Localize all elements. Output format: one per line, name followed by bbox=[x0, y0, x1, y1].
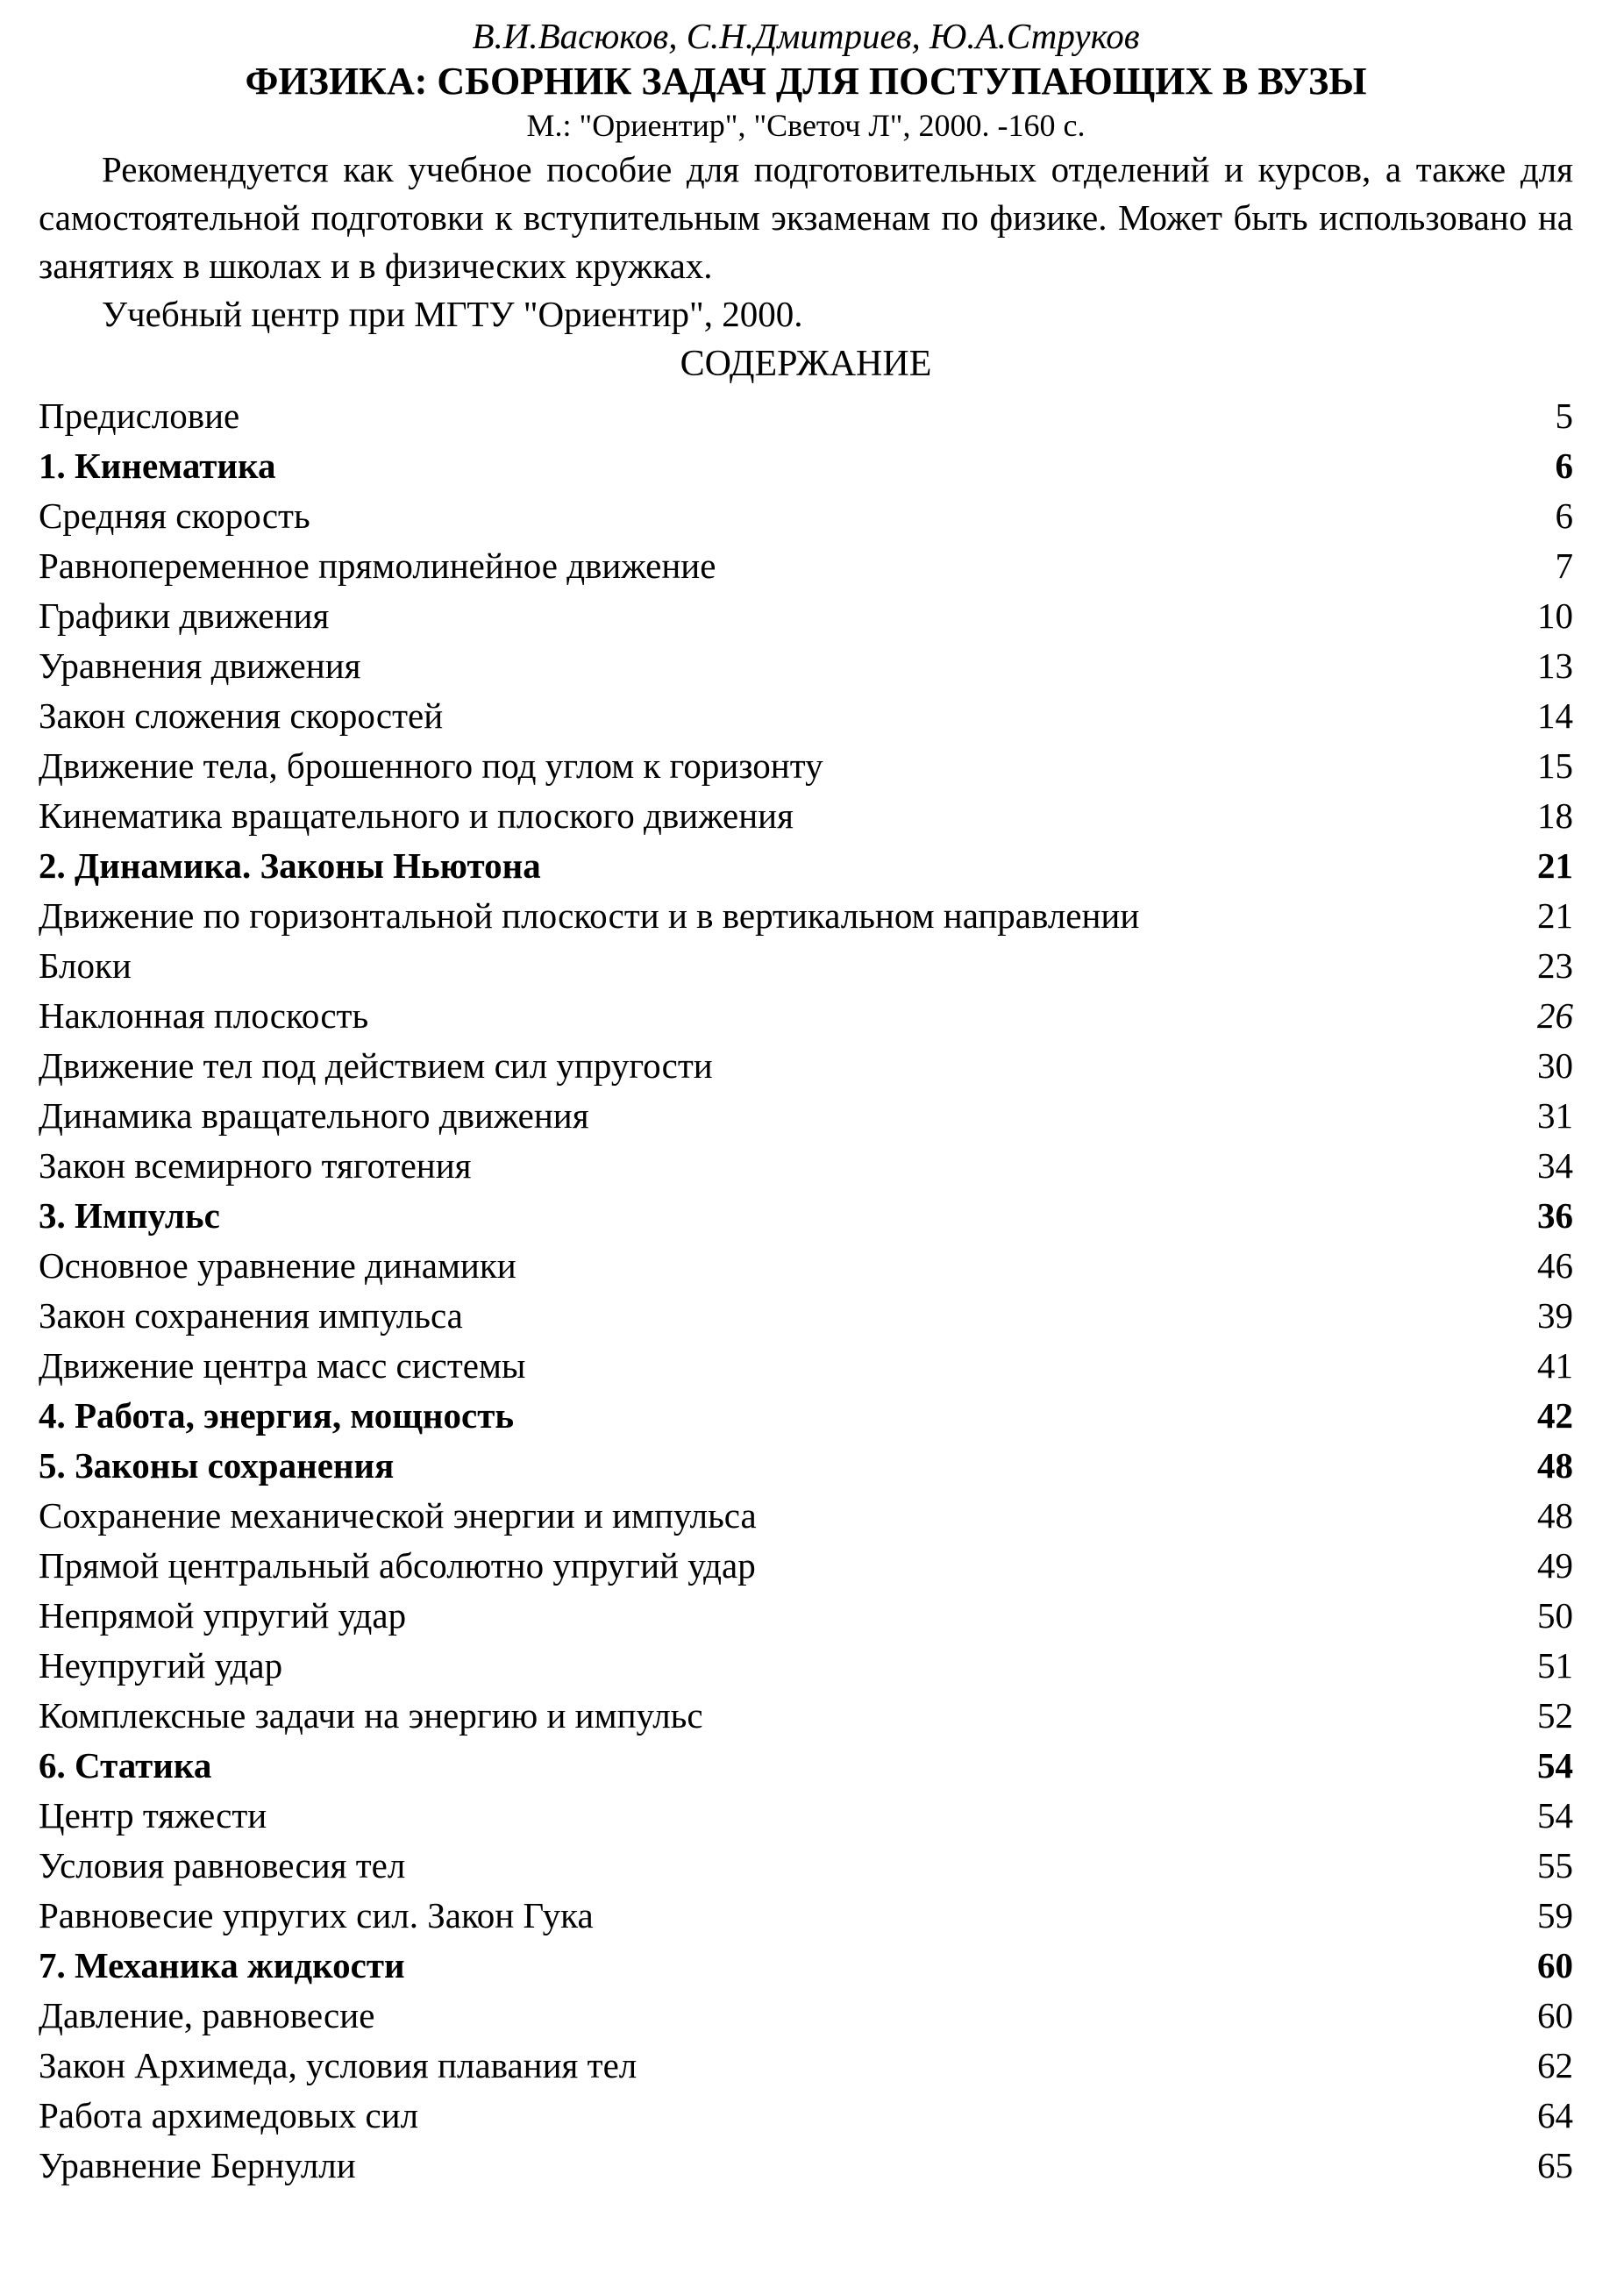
toc-entry-label: Давление, равновесие bbox=[39, 1995, 375, 2035]
toc-entry-label: Основное уравнение динамики bbox=[39, 1245, 516, 1286]
toc-entry-page: 41 bbox=[1537, 1345, 1573, 1386]
toc-list bbox=[39, 391, 1573, 2191]
toc-entry-label: Уравнения движения bbox=[39, 645, 361, 686]
toc-entry-page: 59 bbox=[1537, 1895, 1573, 1935]
toc-entry-page: 5 bbox=[1555, 396, 1573, 436]
toc-entry bbox=[39, 691, 1573, 741]
toc-entry-page: 60 bbox=[1537, 1945, 1573, 1985]
toc-entry bbox=[39, 1391, 1573, 1441]
toc-entry-page: 62 bbox=[1537, 2045, 1573, 2085]
toc-entry-page: 34 bbox=[1537, 1145, 1573, 1186]
toc-entry bbox=[39, 941, 1573, 991]
toc-entry bbox=[39, 1291, 1573, 1341]
toc-entry bbox=[39, 991, 1573, 1041]
toc-entry-label: Неупругий удар bbox=[39, 1645, 283, 1686]
toc-entry-label: Наклонная плоскость bbox=[39, 995, 369, 1036]
toc-entry bbox=[39, 1641, 1573, 1691]
toc-entry bbox=[39, 2041, 1573, 2091]
toc-entry-page: 64 bbox=[1537, 2095, 1573, 2135]
toc-entry-label: Закон Архимеда, условия плавания тел bbox=[39, 2045, 637, 2085]
toc-entry bbox=[39, 1691, 1573, 1741]
toc-entry-label: 1. Кинематика bbox=[39, 446, 276, 486]
toc-entry-label: Условия равновесия тел bbox=[39, 1845, 406, 1885]
annotation-paragraph: Рекомендуется как учебное пособие для подготовительных отделений и курсов, а также для самостоятельной подготовки к вступительным экзаменам по физике. Может быть использовано на занятиях в школах и в физических кружках. bbox=[39, 149, 1573, 286]
toc-entry-label: 5. Законы сохранения bbox=[39, 1445, 395, 1486]
toc-entry-label: Предисловие bbox=[39, 396, 240, 436]
toc-entry-page: 48 bbox=[1537, 1445, 1573, 1486]
toc-entry-page: 60 bbox=[1537, 1995, 1573, 2035]
toc-entry-label: Сохранение механической энергии и импульса bbox=[39, 1495, 757, 1536]
toc-entry-page: 13 bbox=[1537, 645, 1573, 686]
toc-entry bbox=[39, 2141, 1573, 2191]
toc-entry-page: 54 bbox=[1537, 1745, 1573, 1786]
toc-entry-page: 14 bbox=[1537, 695, 1573, 736]
toc-entry-page: 18 bbox=[1537, 795, 1573, 836]
toc-entry bbox=[39, 1591, 1573, 1641]
toc-entry-label: Закон всемирного тяготения bbox=[39, 1145, 472, 1186]
toc-entry-page: 15 bbox=[1537, 745, 1573, 786]
toc-entry bbox=[39, 391, 1573, 441]
toc-entry-page: 48 bbox=[1537, 1495, 1573, 1536]
toc-entry-label: Равнопеременное прямолинейное движение bbox=[39, 545, 716, 586]
toc-entry-label: Уравнение Бернулли bbox=[39, 2145, 356, 2185]
toc-entry bbox=[39, 791, 1573, 841]
toc-entry-label: Движение по горизонтальной плоскости и в вертикальном направлении bbox=[39, 895, 1140, 936]
toc-entry bbox=[39, 1791, 1573, 1841]
toc-entry bbox=[39, 891, 1573, 941]
toc-entry-page: 21 bbox=[1537, 845, 1573, 886]
toc-entry-label: Закон сложения скоростей bbox=[39, 695, 444, 736]
toc-entry-label: 3. Импульс bbox=[39, 1195, 220, 1236]
toc-entry-page: 21 bbox=[1537, 895, 1573, 936]
toc-entry-page: 54 bbox=[1537, 1795, 1573, 1835]
toc-entry bbox=[39, 441, 1573, 491]
toc-entry-label: Динамика вращательного движения bbox=[39, 1095, 589, 1136]
toc-entry bbox=[39, 2091, 1573, 2141]
toc-entry-page: 36 bbox=[1537, 1195, 1573, 1236]
toc-entry-page: 65 bbox=[1537, 2145, 1573, 2185]
toc-entry bbox=[39, 1741, 1573, 1791]
toc-entry bbox=[39, 1191, 1573, 1241]
toc-entry bbox=[39, 641, 1573, 691]
toc-entry bbox=[39, 541, 1573, 591]
toc-entry bbox=[39, 1241, 1573, 1291]
toc-entry-label: Средняя скорость bbox=[39, 495, 310, 536]
toc-entry-page: 46 bbox=[1537, 1245, 1573, 1286]
toc-entry bbox=[39, 1541, 1573, 1591]
toc-entry-page: 6 bbox=[1555, 495, 1573, 536]
toc-entry-page: 10 bbox=[1537, 595, 1573, 636]
toc-entry bbox=[39, 1941, 1573, 1991]
toc-entry-page: 51 bbox=[1537, 1645, 1573, 1686]
toc-entry-label: Графики движения bbox=[39, 595, 330, 636]
imprint-line: М.: "Ориентир", "Светоч Л", 2000. -160 с. bbox=[526, 108, 1086, 143]
toc-entry-page: 42 bbox=[1537, 1395, 1573, 1436]
toc-entry-label: 7. Механика жидкости bbox=[39, 1945, 405, 1985]
toc-entry bbox=[39, 1841, 1573, 1891]
authors-line: В.И.Васюков, С.Н.Дмитриев, Ю.А.Струков bbox=[472, 16, 1140, 56]
toc-entry bbox=[39, 741, 1573, 791]
toc-entry-page: 50 bbox=[1537, 1595, 1573, 1636]
toc-entry bbox=[39, 1491, 1573, 1541]
toc-entry-label: Прямой центральный абсолютно упругий удар bbox=[39, 1545, 756, 1586]
toc-entry bbox=[39, 1141, 1573, 1191]
toc-entry-label: Движение тел под действием сил упругости bbox=[39, 1045, 713, 1086]
toc-entry-page: 31 bbox=[1537, 1095, 1573, 1136]
toc-entry-label: Непрямой упругий удар bbox=[39, 1595, 407, 1636]
book-title: ФИЗИКА: СБОРНИК ЗАДАЧ ДЛЯ ПОСТУПАЮЩИХ В ВУЗЫ bbox=[245, 60, 1367, 103]
toc-entry-label: Закон сохранения импульса bbox=[39, 1295, 463, 1336]
toc-entry-page: 49 bbox=[1537, 1545, 1573, 1586]
toc-entry bbox=[39, 491, 1573, 541]
toc-entry-label: 6. Статика bbox=[39, 1745, 212, 1786]
toc-entry-page: 55 bbox=[1537, 1845, 1573, 1885]
toc-entry-label: 4. Работа, энергия, мощность bbox=[39, 1395, 515, 1436]
toc-entry-label: Блоки bbox=[39, 945, 132, 986]
toc-entry bbox=[39, 1991, 1573, 2041]
toc-entry-page: 30 bbox=[1537, 1045, 1573, 1086]
toc-entry-page: 26 bbox=[1537, 995, 1573, 1036]
toc-entry-label: Работа архимедовых сил bbox=[39, 2095, 419, 2135]
toc-entry bbox=[39, 1041, 1573, 1091]
toc-entry-page: 7 bbox=[1555, 545, 1573, 586]
toc-entry-label: Движение центра масс системы bbox=[39, 1345, 526, 1386]
toc-entry bbox=[39, 1891, 1573, 1941]
toc-entry-page: 39 bbox=[1537, 1295, 1573, 1336]
toc-entry-page: 6 bbox=[1555, 446, 1573, 486]
toc-entry bbox=[39, 1091, 1573, 1141]
toc-entry bbox=[39, 591, 1573, 641]
toc-entry-label: Кинематика вращательного и плоского движения bbox=[39, 795, 794, 836]
toc-entry-label: 2. Динамика. Законы Ньютона bbox=[39, 845, 541, 886]
toc-entry-page: 52 bbox=[1537, 1695, 1573, 1736]
toc-entry bbox=[39, 841, 1573, 891]
toc-entry-label: Центр тяжести bbox=[39, 1795, 267, 1835]
toc-entry-page: 23 bbox=[1537, 945, 1573, 986]
toc-title: СОДЕРЖАНИЕ bbox=[680, 344, 932, 384]
toc-entry-label: Равновесие упругих сил. Закон Гука bbox=[39, 1895, 594, 1935]
toc-entry bbox=[39, 1341, 1573, 1391]
toc-entry-label: Комплексные задачи на энергию и импульс bbox=[39, 1695, 703, 1736]
training-center-line: Учебный центр при МГТУ "Ориентир", 2000. bbox=[102, 294, 803, 334]
toc-entry bbox=[39, 1441, 1573, 1491]
toc-entry-label: Движение тела, брошенного под углом к горизонту bbox=[39, 745, 823, 786]
